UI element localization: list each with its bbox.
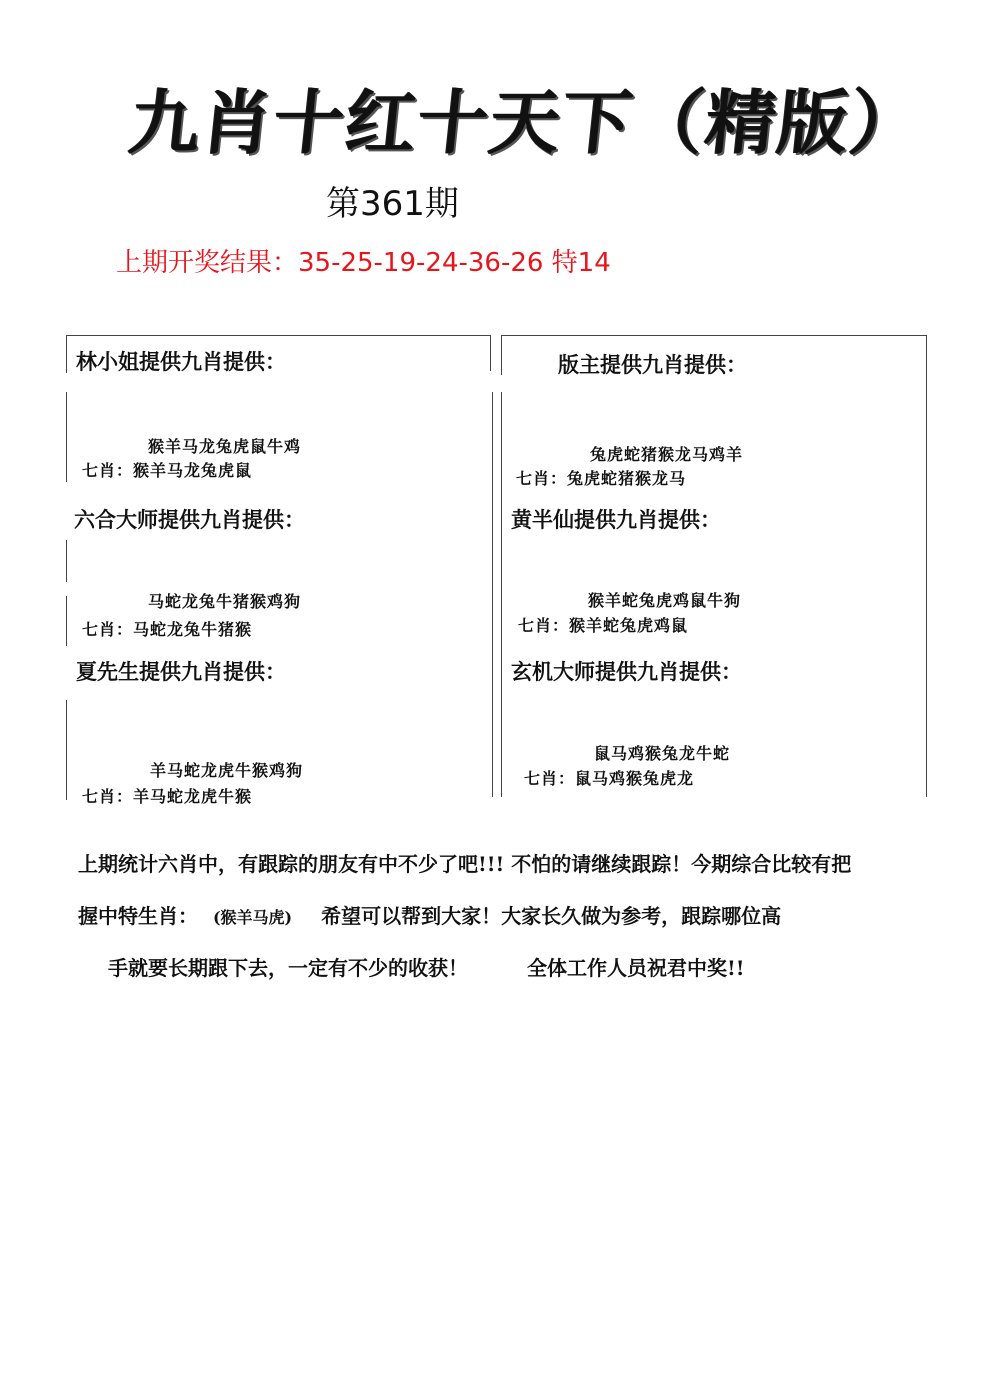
frame-left-edge-1: [66, 335, 67, 373]
section-title-lin: 林小姐提供九肖提供：: [76, 349, 286, 374]
seven-zodiac-xuanji: 七肖：鼠马鸡猴兔虎龙: [524, 769, 695, 788]
nine-zodiac-huang: 猴羊蛇兔虎鸡鼠牛狗: [588, 591, 742, 610]
frame-left-edge-4: [66, 596, 67, 646]
frame-mid-right-1: [501, 335, 502, 375]
nine-zodiac-master: 马蛇龙兔牛猪猴鸡狗: [148, 592, 302, 611]
footer-line-1: [78, 851, 851, 877]
section-title-xia: 夏先生提供九肖提供：: [76, 659, 286, 684]
footer-line-1-text: 上期统计六肖中，有跟踪的朋友有中不少了吧!!! 不怕的请继续跟踪！今期综合比较有把: [78, 852, 852, 876]
section-title-master: 六合大师提供九肖提供：: [74, 507, 305, 532]
nine-zodiac-moderator: 兔虎蛇猪猴龙马鸡羊: [590, 445, 744, 464]
footer-line-3: [108, 955, 745, 981]
nine-zodiac-xia: 羊马蛇龙虎牛猴鸡狗: [150, 761, 304, 780]
frame-left-edge-5: [66, 700, 67, 800]
seven-zodiac-moderator: 七肖：兔虎蛇猪猴龙马: [516, 469, 687, 488]
frame-left-edge-2: [66, 392, 67, 482]
section-title-moderator: 版主提供九肖提供：: [558, 352, 747, 377]
section-title-xuanji: 玄机大师提供九肖提供：: [511, 659, 742, 684]
footer-line-2-text: 希望可以帮到大家！大家长久做为参考，跟踪哪位高: [321, 904, 782, 928]
issue-number: 第361期: [326, 184, 459, 224]
footer-blessing: 全体工作人员祝君中奖!!: [526, 956, 745, 980]
footer-line-2-lead: 握中特生肖：: [78, 904, 198, 928]
seven-zodiac-xia: 七肖：羊马蛇龙虎牛猴: [82, 787, 253, 806]
seven-zodiac-master: 七肖：马蛇龙兔牛猪猴: [82, 620, 253, 639]
frame-left-edge-3: [66, 540, 67, 582]
seven-zodiac-huang: 七肖：猴羊蛇兔虎鸡鼠: [518, 616, 689, 635]
frame-mid-right-2: [492, 392, 493, 797]
seven-zodiac-lin: 七肖：猴羊马龙兔虎鼠: [82, 461, 253, 480]
footer-line-2: [78, 903, 781, 931]
nine-zodiac-lin: 猴羊马龙兔虎鼠牛鸡: [148, 437, 302, 456]
page-title: 九肖十红十天下（精版）: [125, 82, 927, 164]
frame-top-right: [501, 335, 927, 336]
footer-line-3-text: 手就要长期跟下去，一定有不少的收获！: [108, 956, 468, 980]
frame-mid-left: [490, 335, 491, 371]
frame-top-left: [66, 335, 490, 336]
previous-draw-result: 上期开奖结果：35-25-19-24-36-26 特14: [116, 248, 611, 278]
frame-mid-right-3: [501, 392, 502, 797]
nine-zodiac-xuanji: 鼠马鸡猴兔龙牛蛇: [594, 744, 731, 763]
section-title-huang: 黄半仙提供九肖提供：: [511, 507, 721, 532]
footer-highlight-zodiac: (猴羊马虎): [212, 908, 293, 927]
frame-right-edge: [926, 335, 927, 797]
